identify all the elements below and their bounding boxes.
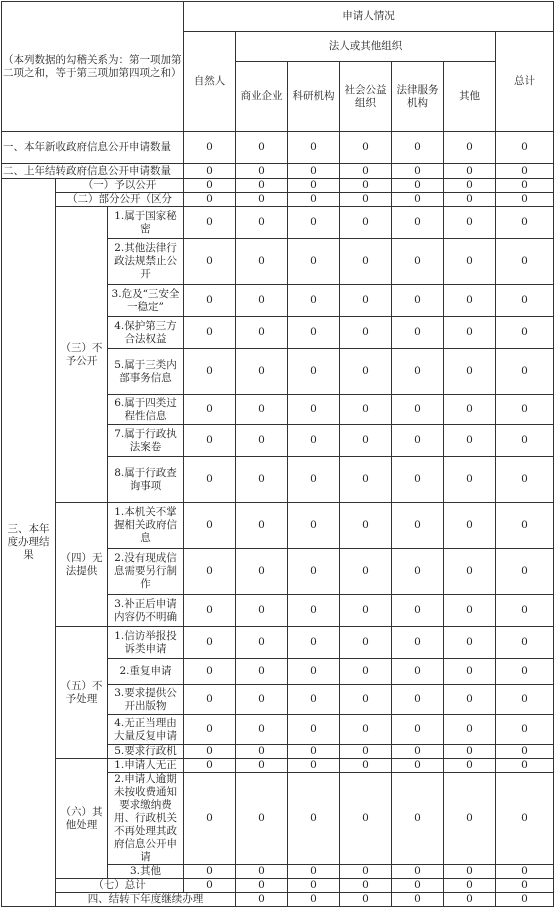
value-cell: 0 (496, 595, 554, 627)
value-cell: 0 (236, 132, 288, 164)
header-row-1 (2, 2, 554, 32)
item-label: 6.属于四类过程性信息 (108, 395, 184, 425)
column-note: （本列数据的勾稽关系为：第一项加第二项之和，等于第三项加第四项之和） (2, 2, 184, 132)
value-cell: 0 (340, 285, 392, 317)
value-cell: 0 (184, 773, 236, 865)
value-cell: 0 (444, 715, 496, 745)
value-cell: 0 (496, 865, 554, 879)
item-label: 2.没有现成信息需要另行制作 (108, 549, 184, 595)
value-cell: 0 (444, 349, 496, 395)
item-label: 5.要求行政机 (108, 745, 184, 759)
value-cell: 0 (184, 457, 236, 503)
value-cell: 0 (184, 745, 236, 759)
value-cell: 0 (444, 132, 496, 164)
value-cell: 0 (340, 759, 392, 773)
value-cell: 0 (184, 349, 236, 395)
value-cell: 0 (184, 317, 236, 349)
table-row (2, 503, 554, 549)
value-cell: 0 (444, 773, 496, 865)
table-row (2, 759, 554, 773)
value-cell: 0 (236, 193, 288, 207)
value-cell: 0 (496, 193, 554, 207)
value-cell: 0 (340, 659, 392, 685)
social-welfare-header: 社会公益组织 (340, 62, 392, 132)
value-cell: 0 (340, 715, 392, 745)
value-cell: 0 (444, 759, 496, 773)
item-label: 2.申请人逾期未按收费通知要求缴纳费用、行政机关不再处理其政府信息公开申请 (108, 773, 184, 865)
value-cell: 0 (236, 595, 288, 627)
value-cell: 0 (288, 627, 340, 659)
value-cell: 0 (392, 659, 444, 685)
value-cell: 0 (340, 425, 392, 457)
research-header: 科研机构 (288, 62, 340, 132)
item-label: 1.申请人无正 (108, 759, 184, 773)
value-cell: 0 (184, 879, 236, 893)
value-cell: 0 (392, 627, 444, 659)
value-cell: 0 (236, 207, 288, 239)
value-cell: 0 (288, 773, 340, 865)
value-cell: 0 (392, 193, 444, 207)
value-cell: 0 (392, 715, 444, 745)
value-cell: 0 (288, 207, 340, 239)
value-cell: 0 (184, 239, 236, 285)
value-cell: 0 (392, 503, 444, 549)
value-cell: 0 (236, 179, 288, 193)
value-cell: 0 (184, 285, 236, 317)
value-cell: 0 (444, 179, 496, 193)
value-cell: 0 (288, 745, 340, 759)
item-label: 4.无正当理由大量反复申请 (108, 715, 184, 745)
value-cell: 0 (496, 425, 554, 457)
disclosure-table (1, 1, 554, 907)
value-cell: 0 (288, 317, 340, 349)
value-cell: 0 (236, 865, 288, 879)
value-cell: 0 (236, 285, 288, 317)
value-cell: 0 (340, 207, 392, 239)
value-cell: 0 (236, 239, 288, 285)
value-cell: 0 (496, 349, 554, 395)
item-label: 3.要求提供公开出版物 (108, 685, 184, 715)
table-row (2, 627, 554, 659)
value-cell: 0 (340, 395, 392, 425)
value-cell: 0 (236, 164, 288, 179)
item-label: 3.补正后申请内容仍不明确 (108, 595, 184, 627)
value-cell: 0 (392, 239, 444, 285)
table-row (2, 207, 554, 239)
value-cell: 0 (444, 395, 496, 425)
value-cell: 0 (496, 879, 554, 893)
value-cell: 0 (392, 285, 444, 317)
row-label: 四、结转下年度继续办理 (56, 893, 236, 907)
value-cell: 0 (184, 865, 236, 879)
table-row (2, 132, 554, 164)
value-cell: 0 (392, 132, 444, 164)
value-cell: 0 (184, 207, 236, 239)
value-cell: 0 (236, 893, 288, 907)
value-cell: 0 (444, 685, 496, 715)
value-cell: 0 (496, 549, 554, 595)
value-cell: 0 (236, 745, 288, 759)
category-label: （六）其他处理 (56, 759, 108, 879)
value-cell: 0 (392, 773, 444, 865)
row-label: 二、上年结转政府信息公开申请数量 (2, 164, 184, 179)
value-cell: 0 (496, 207, 554, 239)
value-cell: 0 (444, 659, 496, 685)
value-cell: 0 (340, 239, 392, 285)
value-cell: 0 (496, 179, 554, 193)
category-label: （四）无法提供 (56, 503, 108, 627)
applicant-info-header: 申请人情况 (184, 2, 554, 32)
value-cell: 0 (392, 349, 444, 395)
value-cell: 0 (496, 503, 554, 549)
value-cell: 0 (496, 745, 554, 759)
value-cell: 0 (496, 164, 554, 179)
value-cell: 0 (288, 132, 340, 164)
value-cell: 0 (444, 207, 496, 239)
item-label: 2.重复申请 (108, 659, 184, 685)
value-cell: 0 (496, 132, 554, 164)
value-cell: 0 (288, 879, 340, 893)
value-cell: 0 (288, 349, 340, 395)
value-cell: 0 (340, 879, 392, 893)
item-label: 2.其他法律行政法规禁止公开 (108, 239, 184, 285)
value-cell: 0 (184, 759, 236, 773)
value-cell: 0 (444, 164, 496, 179)
value-cell: 0 (236, 879, 288, 893)
value-cell: 0 (392, 893, 444, 907)
value-cell: 0 (444, 193, 496, 207)
table-row (2, 164, 554, 179)
value-cell: 0 (340, 745, 392, 759)
natural-person-header: 自然人 (184, 32, 236, 132)
row-label: （七）总计 (56, 879, 184, 893)
other-header: 其他 (444, 62, 496, 132)
value-cell: 0 (444, 879, 496, 893)
value-cell: 0 (496, 285, 554, 317)
value-cell: 0 (392, 685, 444, 715)
value-cell: 0 (288, 193, 340, 207)
value-cell: 0 (288, 285, 340, 317)
value-cell: 0 (340, 627, 392, 659)
value-cell: 0 (496, 893, 554, 907)
value-cell: 0 (340, 549, 392, 595)
value-cell: 0 (392, 207, 444, 239)
row-label: 一、本年新收政府信息公开申请数量 (2, 132, 184, 164)
value-cell: 0 (236, 549, 288, 595)
value-cell: 0 (340, 193, 392, 207)
value-cell: 0 (340, 865, 392, 879)
legal-service-header: 法律服务机构 (392, 62, 444, 132)
value-cell: 0 (340, 179, 392, 193)
value-cell: 0 (444, 503, 496, 549)
value-cell: 0 (184, 425, 236, 457)
value-cell: 0 (288, 759, 340, 773)
value-cell: 0 (392, 395, 444, 425)
value-cell: 0 (184, 395, 236, 425)
value-cell: 0 (236, 715, 288, 745)
value-cell: 0 (288, 595, 340, 627)
item-label: 4.保护第三方合法权益 (108, 317, 184, 349)
value-cell: 0 (236, 349, 288, 395)
value-cell: 0 (288, 239, 340, 285)
value-cell: 0 (184, 627, 236, 659)
value-cell: 0 (340, 503, 392, 549)
value-cell: 0 (236, 503, 288, 549)
table-row (2, 179, 554, 193)
value-cell: 0 (496, 239, 554, 285)
value-cell: 0 (340, 317, 392, 349)
value-cell: 0 (444, 285, 496, 317)
value-cell: 0 (496, 659, 554, 685)
value-cell: 0 (392, 595, 444, 627)
value-cell: 0 (236, 659, 288, 685)
value-cell: 0 (184, 595, 236, 627)
value-cell: 0 (496, 627, 554, 659)
row-label: （一）予以公开 (56, 179, 184, 193)
value-cell: 0 (392, 179, 444, 193)
value-cell: 0 (288, 179, 340, 193)
value-cell: 0 (392, 549, 444, 595)
value-cell: 0 (444, 239, 496, 285)
value-cell: 0 (444, 425, 496, 457)
value-cell: 0 (340, 595, 392, 627)
value-cell: 0 (184, 659, 236, 685)
value-cell: 0 (184, 132, 236, 164)
value-cell: 0 (444, 627, 496, 659)
value-cell: 0 (392, 164, 444, 179)
value-cell: 0 (444, 865, 496, 879)
value-cell: 0 (444, 595, 496, 627)
value-cell: 0 (288, 549, 340, 595)
value-cell: 0 (236, 425, 288, 457)
value-cell: 0 (444, 893, 496, 907)
value-cell: 0 (340, 773, 392, 865)
value-cell: 0 (236, 395, 288, 425)
table-row (2, 879, 554, 893)
value-cell: 0 (444, 549, 496, 595)
value-cell: 0 (184, 179, 236, 193)
value-cell: 0 (236, 685, 288, 715)
value-cell: 0 (236, 773, 288, 865)
value-cell: 0 (288, 425, 340, 457)
value-cell: 0 (392, 457, 444, 503)
value-cell: 0 (496, 773, 554, 865)
item-label: 1.属于国家秘密 (108, 207, 184, 239)
value-cell: 0 (184, 715, 236, 745)
item-label: 8.属于行政查询事项 (108, 457, 184, 503)
value-cell: 0 (236, 457, 288, 503)
value-cell: 0 (184, 503, 236, 549)
value-cell: 0 (392, 745, 444, 759)
value-cell: 0 (496, 395, 554, 425)
commercial-header: 商业企业 (236, 62, 288, 132)
value-cell: 0 (288, 659, 340, 685)
value-cell: 0 (184, 193, 236, 207)
category-label: （五）不予处理 (56, 627, 108, 759)
category-label: （三）不予公开 (56, 207, 108, 503)
value-cell: 0 (444, 457, 496, 503)
row-label: （二）部分公开（区分 (56, 193, 184, 207)
value-cell: 0 (392, 879, 444, 893)
value-cell: 0 (236, 317, 288, 349)
value-cell: 0 (340, 349, 392, 395)
value-cell: 0 (340, 685, 392, 715)
item-label: 1.本机关不掌握相关政府信息 (108, 503, 184, 549)
value-cell: 0 (444, 317, 496, 349)
legal-org-header: 法人或其他组织 (236, 32, 496, 62)
value-cell: 0 (444, 745, 496, 759)
value-cell: 0 (288, 893, 340, 907)
value-cell: 0 (340, 164, 392, 179)
value-cell: 0 (496, 759, 554, 773)
section-label: 三、本年度办理结果 (2, 179, 56, 907)
value-cell: 0 (184, 549, 236, 595)
item-label: 3.其他 (108, 865, 184, 879)
value-cell: 0 (392, 425, 444, 457)
value-cell: 0 (288, 457, 340, 503)
total-header: 总计 (496, 32, 554, 132)
item-label: 3.危及“三安全一稳定” (108, 285, 184, 317)
value-cell: 0 (288, 715, 340, 745)
value-cell: 0 (288, 164, 340, 179)
value-cell: 0 (288, 395, 340, 425)
value-cell: 0 (184, 164, 236, 179)
value-cell: 0 (288, 685, 340, 715)
value-cell: 0 (392, 865, 444, 879)
value-cell: 0 (288, 865, 340, 879)
value-cell: 0 (340, 457, 392, 503)
table-row (2, 893, 554, 907)
item-label: 1.信访举报投诉类申请 (108, 627, 184, 659)
value-cell: 0 (496, 685, 554, 715)
value-cell: 0 (236, 759, 288, 773)
value-cell: 0 (340, 132, 392, 164)
item-label: 5.属于三类内部事务信息 (108, 349, 184, 395)
value-cell: 0 (496, 715, 554, 745)
item-label: 7.属于行政执法案卷 (108, 425, 184, 457)
value-cell: 0 (392, 759, 444, 773)
value-cell: 0 (184, 685, 236, 715)
value-cell: 0 (340, 893, 392, 907)
value-cell: 0 (392, 317, 444, 349)
value-cell: 0 (496, 317, 554, 349)
value-cell: 0 (236, 627, 288, 659)
value-cell: 0 (496, 457, 554, 503)
value-cell: 0 (288, 503, 340, 549)
table-row (2, 193, 554, 207)
